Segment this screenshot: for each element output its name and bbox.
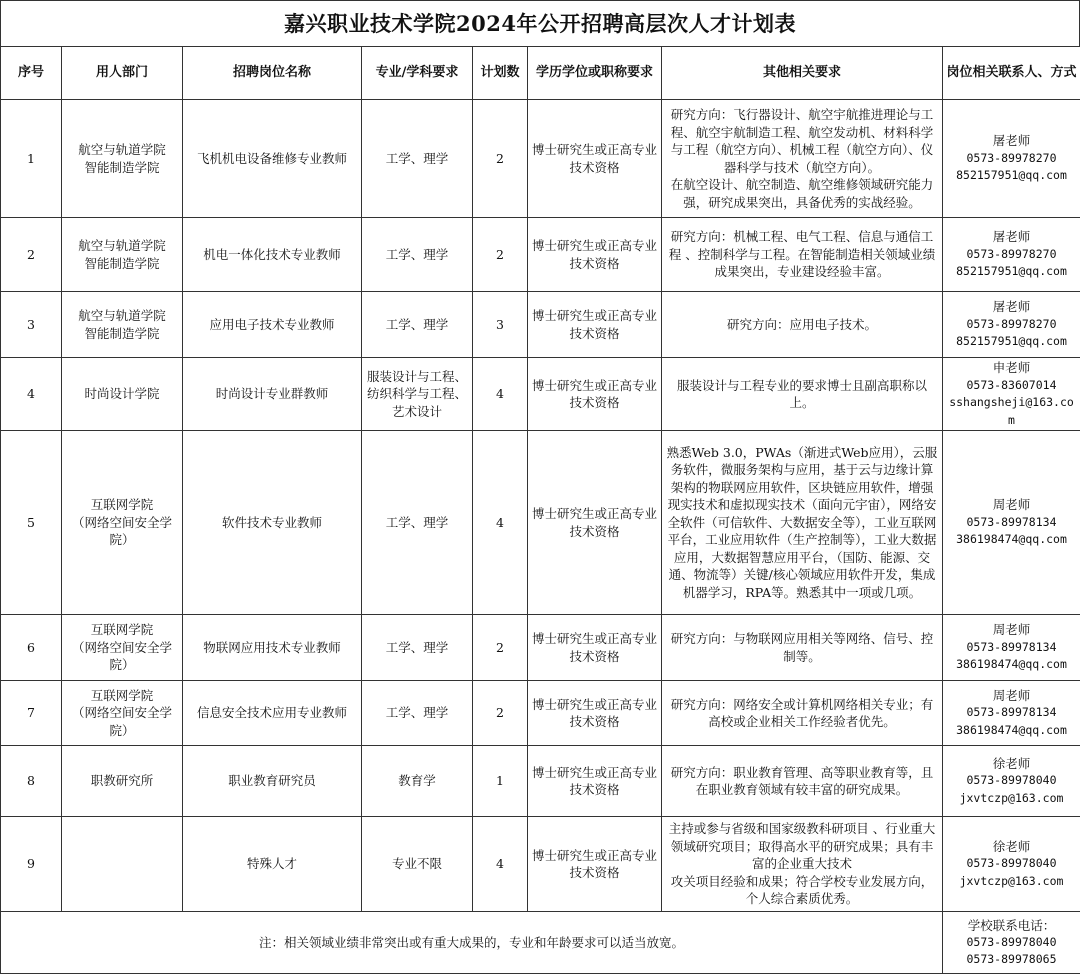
header-dept: 用人部门 [62,47,183,100]
cell-dept: 互联网学院 （网络空间安全学院） [62,431,183,615]
cell-contact [943,358,1080,431]
cell-other: 熟悉Web 3.0，PWAs（渐进式Web应用），云服务软件，微服务架构与应用，基于云与边缘计算架构的物联网应用软件，区块链应用软件，增强现实技术和虚拟现实技术（面向元宇宙），网络安全软件（可信软件、大数据安全等），工业互联网平台，工业应用软件（生产控制等），工业大数据应用，大数据智慧应用平台，（国防、能源、交通、物流等）关键/核心领域应用软件开发，集成机器学习，RPA等。熟悉其中一项或几项。 [662,431,943,615]
cell-contact [943,218,1080,292]
contact-name: 周老师 [946,621,1077,639]
header-degree: 学历学位或职称要求 [528,47,662,100]
cell-seq: 4 [1,358,62,431]
cell-count: 4 [473,817,528,912]
cell-seq: 7 [1,681,62,746]
cell-position: 飞机机电设备维修专业教师 [183,100,362,218]
cell-dept: 互联网学院 （网络空间安全学院） [62,615,183,681]
cell-major: 工学、理学 [362,292,473,358]
cell-count: 1 [473,746,528,817]
contact-name: 屠老师 [946,228,1077,246]
cell-seq: 3 [1,292,62,358]
cell-position: 特殊人才 [183,817,362,912]
school-contact [943,912,1080,974]
cell-contact [943,100,1080,218]
contact-name: 徐老师 [946,838,1077,856]
cell-major: 专业不限 [362,817,473,912]
cell-other: 研究方向：机械工程、电气工程、信息与通信工程 、控制科学与工程。在智能制造相关领域业绩成果突出，专业建设经验丰富。 [662,218,943,292]
cell-other: 研究方向：网络安全或计算机网络相关专业；有高校或企业相关工作经验者优先。 [662,681,943,746]
contact-email: jxvtczp@163.com [946,873,1077,891]
cell-seq: 6 [1,615,62,681]
cell-major: 教育学 [362,746,473,817]
cell-dept [62,817,183,912]
contact-name: 申老师 [946,359,1077,377]
contact-phone: 0573-89978040 [946,855,1077,873]
cell-count: 3 [473,292,528,358]
cell-degree: 博士研究生或正高专业技术资格 [528,358,662,431]
contact-phone: 0573-83607014 [946,377,1077,395]
contact-email: 386198474@qq.com [946,722,1077,740]
cell-seq: 9 [1,817,62,912]
school-phone-1: 0573-89978040 [946,934,1077,951]
table-row [1,615,1080,681]
cell-major: 工学、理学 [362,615,473,681]
contact-phone: 0573-89978134 [946,704,1077,722]
table-row [1,358,1080,431]
header-seq: 序号 [1,47,62,100]
page-title: 嘉兴职业技术学院2024年公开招聘高层次人才计划表 [0,0,1080,46]
contact-email: 852157951@qq.com [946,263,1077,281]
cell-degree: 博士研究生或正高专业技术资格 [528,681,662,746]
header-row [1,47,1080,100]
cell-contact [943,681,1080,746]
cell-position: 机电一体化技术专业教师 [183,218,362,292]
cell-dept: 职教研究所 [62,746,183,817]
table-row [1,100,1080,218]
cell-other: 主持或参与省级和国家级教科研项目 、行业重大领域研究项目；取得高水平的研究成果；具有丰富的企业重大技术 攻关项目经验和成果；符合学校专业发展方向，个人综合素质优秀。 [662,817,943,912]
cell-count: 2 [473,615,528,681]
cell-contact [943,431,1080,615]
footer-row [1,912,1080,974]
cell-major: 工学、理学 [362,218,473,292]
cell-major: 工学、理学 [362,100,473,218]
cell-position: 职业教育研究员 [183,746,362,817]
cell-dept: 航空与轨道学院 智能制造学院 [62,292,183,358]
cell-count: 4 [473,358,528,431]
cell-degree: 博士研究生或正高专业技术资格 [528,746,662,817]
cell-count: 2 [473,218,528,292]
cell-other: 研究方向：职业教育管理、高等职业教育等，且在职业教育领域有较丰富的研究成果。 [662,746,943,817]
cell-contact [943,615,1080,681]
header-major: 专业/学科要求 [362,47,473,100]
table-row [1,431,1080,615]
cell-count: 2 [473,100,528,218]
cell-other: 研究方向：飞行器设计、航空宇航推进理论与工程、航空宇航制造工程、航空发动机、材料科学与工程（航空方向）、机械工程（航空方向）、仪器科学与技术（航空方向）。 在航空设计、航空制造、航空维修领域研究能力强，研究成果突出，具备优秀的实战经验。 [662,100,943,218]
cell-position: 应用电子技术专业教师 [183,292,362,358]
cell-major: 工学、理学 [362,681,473,746]
cell-major: 服装设计与工程、纺织科学与工程、艺术设计 [362,358,473,431]
cell-degree: 博士研究生或正高专业技术资格 [528,615,662,681]
contact-phone: 0573-89978040 [946,772,1077,790]
contact-phone: 0573-89978270 [946,246,1077,264]
cell-degree: 博士研究生或正高专业技术资格 [528,817,662,912]
recruitment-table [0,46,1080,974]
cell-degree: 博士研究生或正高专业技术资格 [528,100,662,218]
cell-count: 2 [473,681,528,746]
cell-position: 软件技术专业教师 [183,431,362,615]
cell-count: 4 [473,431,528,615]
table-row [1,681,1080,746]
cell-other: 研究方向：应用电子技术。 [662,292,943,358]
header-other: 其他相关要求 [662,47,943,100]
contact-phone: 0573-89978134 [946,514,1077,532]
header-count: 计划数 [473,47,528,100]
cell-other: 服装设计与工程专业的要求博士且副高职称以上。 [662,358,943,431]
contact-name: 屠老师 [946,298,1077,316]
cell-seq: 8 [1,746,62,817]
cell-position: 时尚设计专业群教师 [183,358,362,431]
cell-degree: 博士研究生或正高专业技术资格 [528,218,662,292]
cell-seq: 2 [1,218,62,292]
cell-other: 研究方向：与物联网应用相关等网络、信号、控制等。 [662,615,943,681]
contact-name: 屠老师 [946,132,1077,150]
contact-email: jxvtczp@163.com [946,790,1077,808]
table-row [1,817,1080,912]
contact-email: 852157951@qq.com [946,333,1077,351]
header-contact: 岗位相关联系人、方式 [943,47,1080,100]
cell-dept: 航空与轨道学院 智能制造学院 [62,100,183,218]
contact-email: 386198474@qq.com [946,656,1077,674]
contact-email: 852157951@qq.com [946,167,1077,185]
header-position: 招聘岗位名称 [183,47,362,100]
cell-degree: 博士研究生或正高专业技术资格 [528,292,662,358]
cell-contact [943,292,1080,358]
cell-major: 工学、理学 [362,431,473,615]
cell-seq: 5 [1,431,62,615]
cell-degree: 博士研究生或正高专业技术资格 [528,431,662,615]
cell-dept: 互联网学院 （网络空间安全学院） [62,681,183,746]
cell-dept: 时尚设计学院 [62,358,183,431]
contact-name: 徐老师 [946,755,1077,773]
school-contact-label: 学校联系电话： [946,917,1077,934]
contact-email: sshangsheji@163.com [946,394,1077,429]
table-row [1,218,1080,292]
contact-name: 周老师 [946,687,1077,705]
contact-phone: 0573-89978270 [946,150,1077,168]
contact-phone: 0573-89978270 [946,316,1077,334]
table-row [1,746,1080,817]
table-row [1,292,1080,358]
footer-note: 注：相关领域业绩非常突出或有重大成果的，专业和年龄要求可以适当放宽。 [1,912,943,974]
cell-position: 信息安全技术应用专业教师 [183,681,362,746]
cell-seq: 1 [1,100,62,218]
cell-dept: 航空与轨道学院 智能制造学院 [62,218,183,292]
cell-contact [943,746,1080,817]
contact-phone: 0573-89978134 [946,639,1077,657]
contact-email: 386198474@qq.com [946,531,1077,549]
contact-name: 周老师 [946,496,1077,514]
school-phone-2: 0573-89978065 [946,951,1077,968]
cell-position: 物联网应用技术专业教师 [183,615,362,681]
cell-contact [943,817,1080,912]
